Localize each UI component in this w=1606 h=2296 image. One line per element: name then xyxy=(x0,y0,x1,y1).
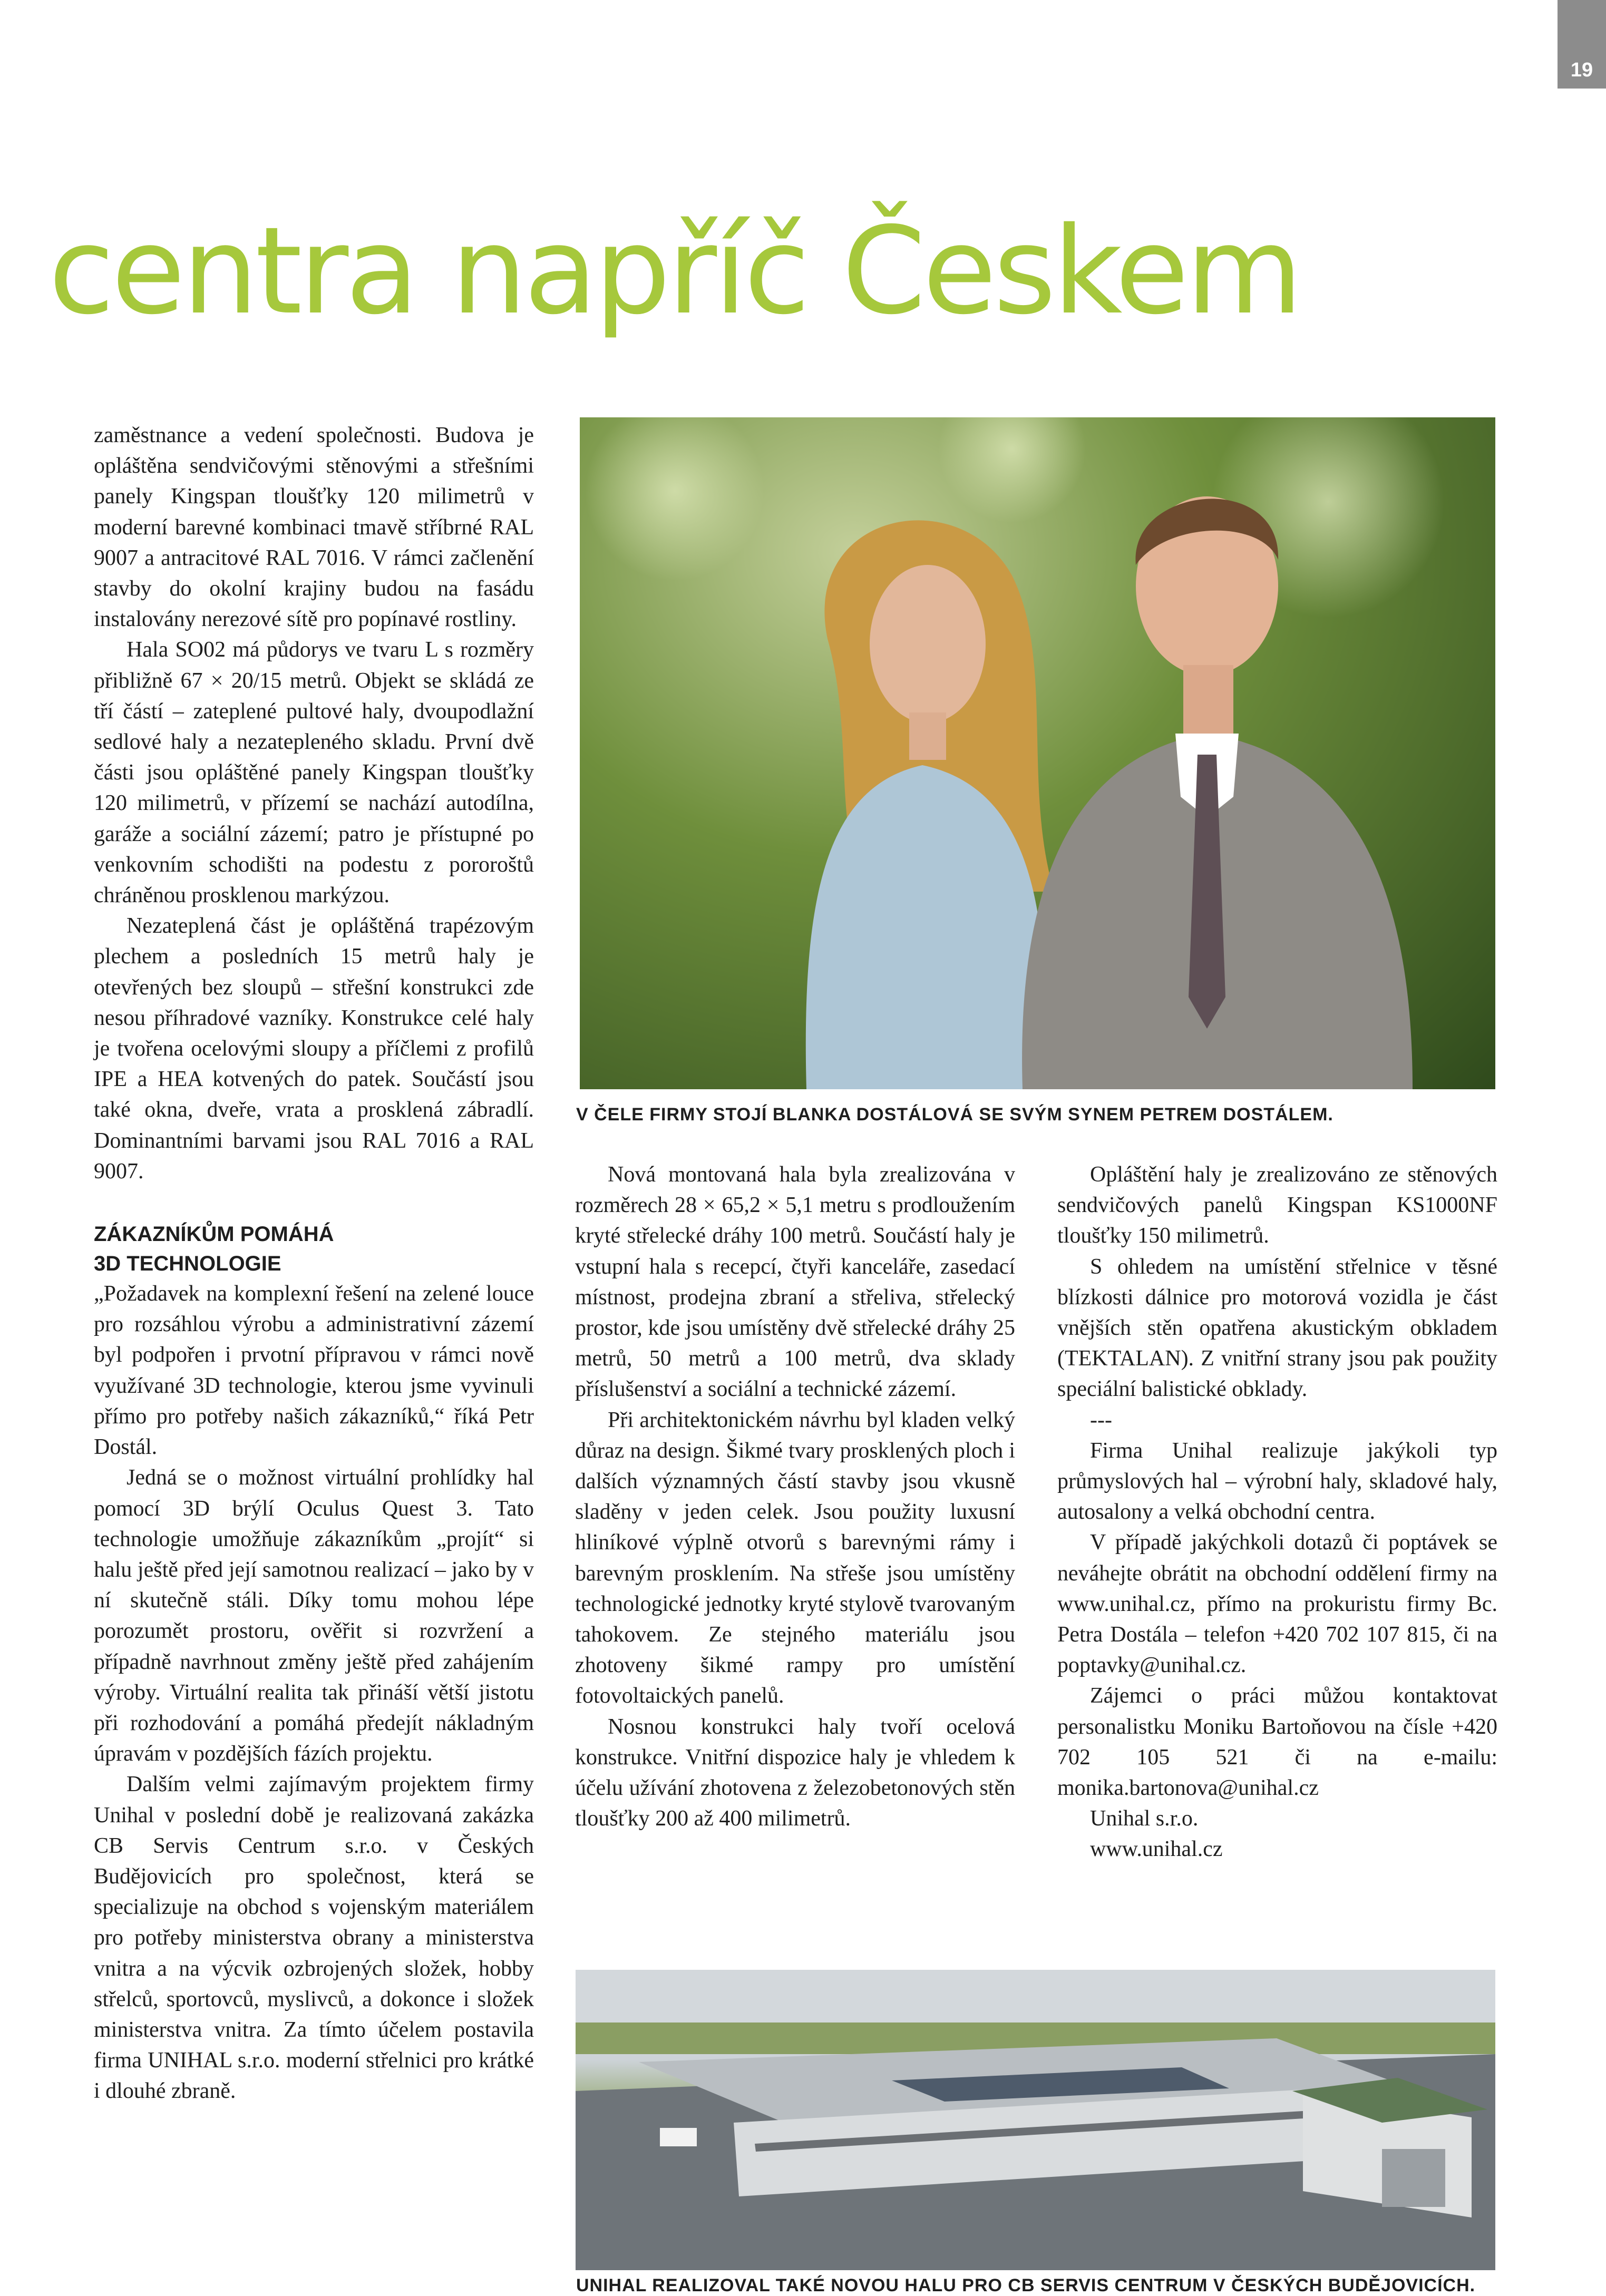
paragraph: Při architektonickém návrhu byl kladen velký důraz na design. Šikmé tvary prosklených ploch i dalších významných částí stavby jsou vkusně sladěny v jeden celek. Jsou použity luxusní hliníkové výplně otvorů s barevnými rámy i barevným prosklením. Na střeše jsou umístěny technologické jednotky kryté stylově tvarovaným tahokovem. Ze stejného materiálu jsou zhotoveny šikmé rampy pro umístění fotovoltaických panelů. xyxy=(575,1408,1015,1708)
portrait-photo xyxy=(580,417,1495,1089)
headline: centra napříč Českem xyxy=(48,201,1300,341)
separator: --- xyxy=(1090,1408,1112,1432)
portrait-illustration xyxy=(580,417,1495,1089)
page-number-tab xyxy=(1558,0,1606,89)
hall-photo xyxy=(576,1970,1495,2270)
paragraph: Jedná se o možnost virtuální prohlídky hal pomocí 3D brýlí Oculus Quest 3. Tato technologie umožňuje zákazníkům „projít“ si halu ještě před její samotnou realizací – jako by v ní skutečně stáli. Díky tomu mohou lépe porozumět prostoru, ověřit si rozvržení a případně navrhnout změny ještě před zahájením výroby. Virtuální realita tak přináší větší jistotu při rozhodování a pomáhá předejít nákladným úpravám v pozdějších fázích projektu. xyxy=(94,1465,534,1766)
paragraph: Zájemci o práci můžou kontaktovat personalistku Moniku Bartoňovou na čísle +420 702 105 521 či na e-mailu: monika.bartonova@unihal.cz xyxy=(1057,1684,1497,1801)
portrait-caption: V ČELE FIRMY STOJÍ BLANKA DOSTÁLOVÁ SE SVÝM SYNEM PETREM DOSTÁLEM. xyxy=(576,1105,1334,1125)
paragraph: Opláštění haly je zrealizováno ze stěnových sendvičových panelů Kingspan KS1000NF tloušťky 150 milimetrů. xyxy=(1057,1162,1497,1248)
paragraph: Dalším velmi zajímavým projektem firmy Unihal v poslední době je realizovaná zakázka CB Servis Centrum s.r.o. v Českých Budějovicích pro společnost, která se specializuje na obchod s vojenským materiálem pro potřeby ministerstva obrany a ministerstva vnitra a na výcvik ozbrojených složek, hobby střelců, sportovců, myslivců, a dokonce i složek ministerstva vnitra. Za tímto účelem postavila firma UNIHAL s.r.o. moderní střelnici pro krátké i dlouhé zbraně. xyxy=(94,1772,534,2104)
company-name: Unihal s.r.o. xyxy=(1090,1806,1199,1831)
subheading-line: ZÁKAZNÍKŮM POMÁHÁ xyxy=(94,1223,334,1246)
article-column-2 xyxy=(575,1159,1015,1834)
paragraph: Nezateplená část je opláštěná trapézovým plechem a posledních 15 metrů haly je otevřených bez sloupů – střešní konstrukci zde nesou příhradové vazníky. Konstrukce celé haly je tvořena ocelovými sloupy a příčlemi z profilů IPE a HEA kotvených do patek. Součástí jsou také okna, dveře, vrata a prosklená zábradlí. Dominantními barvami jsou RAL 7016 a RAL 9007. xyxy=(94,914,534,1184)
paragraph: V případě jakýchkoli dotazů či poptávek se neváhejte obrátit na obchodní oddělení firmy na www.unihal.cz, přímo na prokuristu firmy Bc. Petra Dostála – telefon +420 702 107 815, či na poptavky@unihal.cz. xyxy=(1057,1530,1497,1678)
paragraph: Firma Unihal realizuje jakýkoli typ průmyslových hal – výrobní haly, skladové haly, autosalony a velká obchodní centra. xyxy=(1057,1438,1497,1525)
paragraph: Nosnou konstrukci haly tvoří ocelová konstrukce. Vnitřní dispozice haly je vhledem k účelu užívání zhotovena z železobetonových stěn tloušťky 200 až 400 milimetrů. xyxy=(575,1714,1015,1831)
hall-caption: UNIHAL REALIZOVAL TAKÉ NOVOU HALU PRO CB SERVIS CENTRUM V ČESKÝCH BUDĚJOVICÍCH. xyxy=(576,2275,1476,2295)
paragraph: Hala SO02 má půdorys ve tvaru L s rozměry přibližně 67 × 20/15 metrů. Objekt se skládá ze tří částí – zateplené pultové haly, dvoupodlažní sedlové haly a nezatepleného skladu. První dvě části jsou opláštěné panely Kingspan tloušťky 120 milimetrů, v přízemí se nachází autodílna, garáže a sociální zázemí; patro je přístupné po venkovním schodišti na podestu z pororoštů chráněnou prosklenou markýzou. xyxy=(94,638,534,908)
paragraph: Nová montovaná hala byla zrealizována v rozměrech 28 × 65,2 × 5,1 metru s prodloužením kryté střelecké dráhy 100 metrů. Součástí haly je vstupní hala s recepcí, čtyři kanceláře, zasedací místnost, prodejna zbraní a střeliva, střelecký prostor, kde jsou umístěny dvě střelecké dráhy 25 metrů, 50 metrů a 100 metrů, dva sklady příslušenství a sociální a technické zázemí. xyxy=(575,1162,1015,1402)
subheading xyxy=(94,1219,534,1278)
article-column-1 xyxy=(94,420,534,2107)
paragraph: S ohledem na umístění střelnice v těsné blízkosti dálnice pro motorová vozidla je část vnějších stěn opatřena akustickým obkladem (TEKTALAN). Z vnitřní strany jsou pak použity speciální balistické obklady. xyxy=(1057,1254,1497,1402)
article-column-3 xyxy=(1057,1159,1497,1865)
company-website: www.unihal.cz xyxy=(1090,1837,1223,1862)
hall-illustration xyxy=(576,1970,1495,2270)
paragraph: zaměstnance a vedení společnosti. Budova je opláštěna sendvičovými stěnovými a střešními panely Kingspan tloušťky 120 milimetrů v moderní barevné kombinaci tmavě stříbrné RAL 9007 a antracitové RAL 7016. V rámci začlenění stavby do okolní krajiny budou na fasádu instalovány nerezové sítě pro popínavé rostliny. xyxy=(94,423,534,632)
subheading-line: 3D TECHNOLOGIE xyxy=(94,1252,281,1276)
paragraph: „Požadavek na komplexní řešení na zelené louce pro rozsáhlou výrobu a administrativní zázemí byl podpořen i prvotní přípravou v rámci nově využívané 3D technologie, kterou jsme vyvinuli přímo pro potřeby našich zákazníků,“ říká Petr Dostál. xyxy=(94,1282,534,1460)
page-number: 19 xyxy=(1570,59,1593,81)
